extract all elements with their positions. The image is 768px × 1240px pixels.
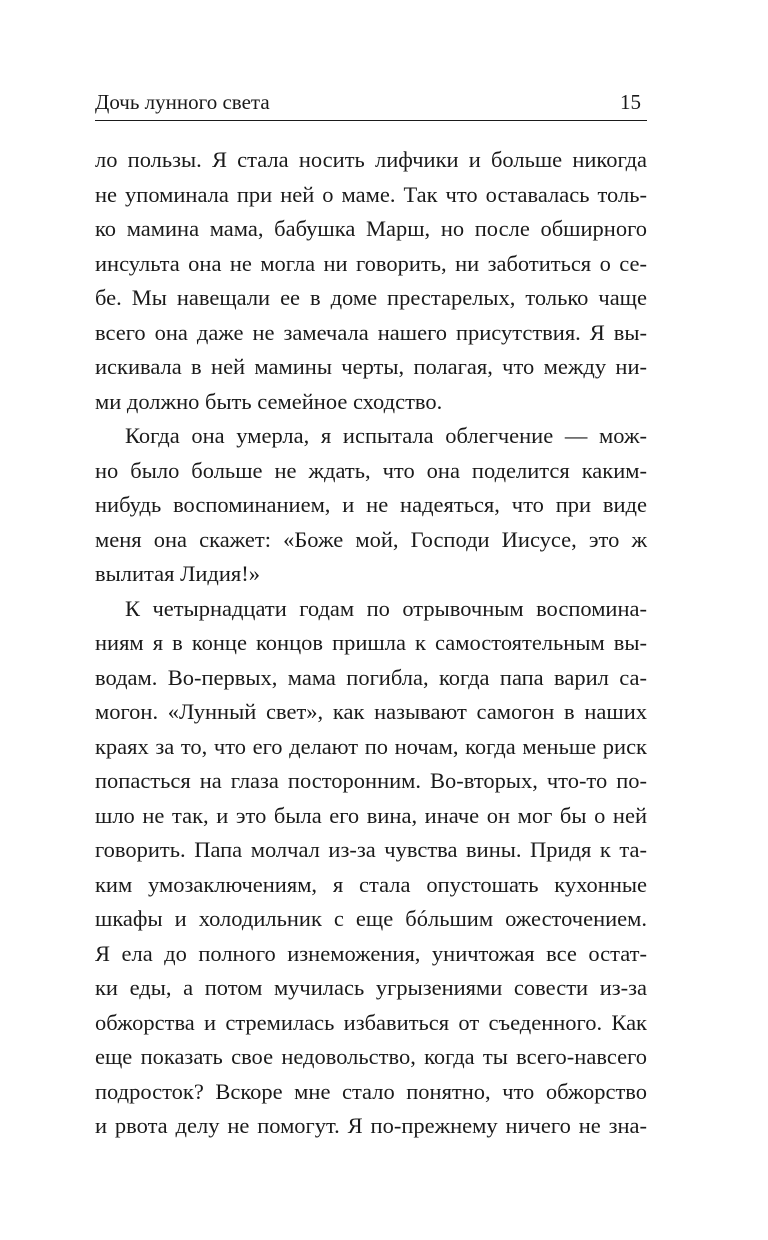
text-line: говорить. Папа молчал из-за чувства вины. Придя к та- — [95, 837, 647, 862]
text-line: ми должно быть семейное сходство. — [95, 388, 443, 414]
text-line: обжорства и стремилась избавиться от съеденного. Как — [95, 1009, 647, 1035]
text-line: ло пользы. Я стала носить лифчики и больше никогда — [95, 147, 647, 172]
paragraph — [95, 592, 647, 1144]
paragraph — [95, 143, 647, 419]
text-line: ко мамина мама, бабушка Марш, но после обширного — [95, 216, 647, 241]
text-line: искивала в ней мамины черты, полагая, что между ни- — [95, 354, 647, 379]
text-line: меня она скажет: «Боже мой, Господи Иисусе, это ж — [95, 526, 647, 552]
text-line: и рвота делу не помогут. Я по-прежнему ничего не зна- — [95, 1113, 647, 1138]
text-line: шкафы и холодильник с еще бóльшим ожесточением. — [95, 906, 647, 931]
text-line: Я ела до полного изнеможения, уничтожая все остат- — [95, 940, 647, 966]
page-number: 15 — [620, 90, 641, 114]
text-line: еще показать свое недовольство, когда ты всего-навсего — [95, 1044, 647, 1069]
text-line: бе. Мы навещали ее в доме престарелых, только чаще — [95, 285, 647, 310]
text-line: Когда она умерла, я испытала облегчение — мож- — [125, 423, 647, 448]
text-line: инсульта она не могла ни говорить, ни заботиться о се- — [95, 250, 647, 276]
text-line: ки еды, а потом мучилась угрызениями совести из-за — [95, 975, 647, 1000]
text-line: шло не так, и это была его вина, иначе он мог бы о ней — [95, 802, 647, 828]
text-line: ким умозаключениям, я стала опустошать кухонные — [95, 871, 647, 897]
text-line: К четырнадцати годам по отрывочным воспомина- — [125, 595, 647, 621]
text-line: ниям я в конце концов пришла к самостоятельным вы- — [95, 630, 647, 655]
text-line: краях за то, что его делают по ночам, когда меньше риск — [95, 733, 647, 759]
book-title: Дочь лунного света — [95, 90, 270, 114]
text-line: нибудь воспоминанием, и не надеяться, что при виде — [95, 492, 647, 517]
text-line: подросток? Вскоре мне стало понятно, что обжорство — [95, 1078, 647, 1104]
text-line: всего она даже не замечала нашего присутствия. Я вы- — [95, 319, 647, 345]
text-line: попасться на глаза посторонним. Во-вторых, что-то по- — [95, 768, 647, 793]
text-line: могон. «Лунный свет», как называют самогон в наших — [95, 699, 647, 724]
text-line: но было больше не ждать, что она поделится каким- — [95, 457, 647, 483]
body-text — [95, 143, 647, 1144]
header-rule — [95, 120, 647, 121]
text-line: вылитая Лидия!» — [95, 561, 260, 586]
running-head — [95, 86, 647, 118]
text-line: не упоминала при ней о маме. Так что оставалась толь- — [95, 181, 647, 207]
text-line: водам. Во-первых, мама погибла, когда папа варил са- — [95, 664, 647, 690]
paragraph — [95, 419, 647, 592]
